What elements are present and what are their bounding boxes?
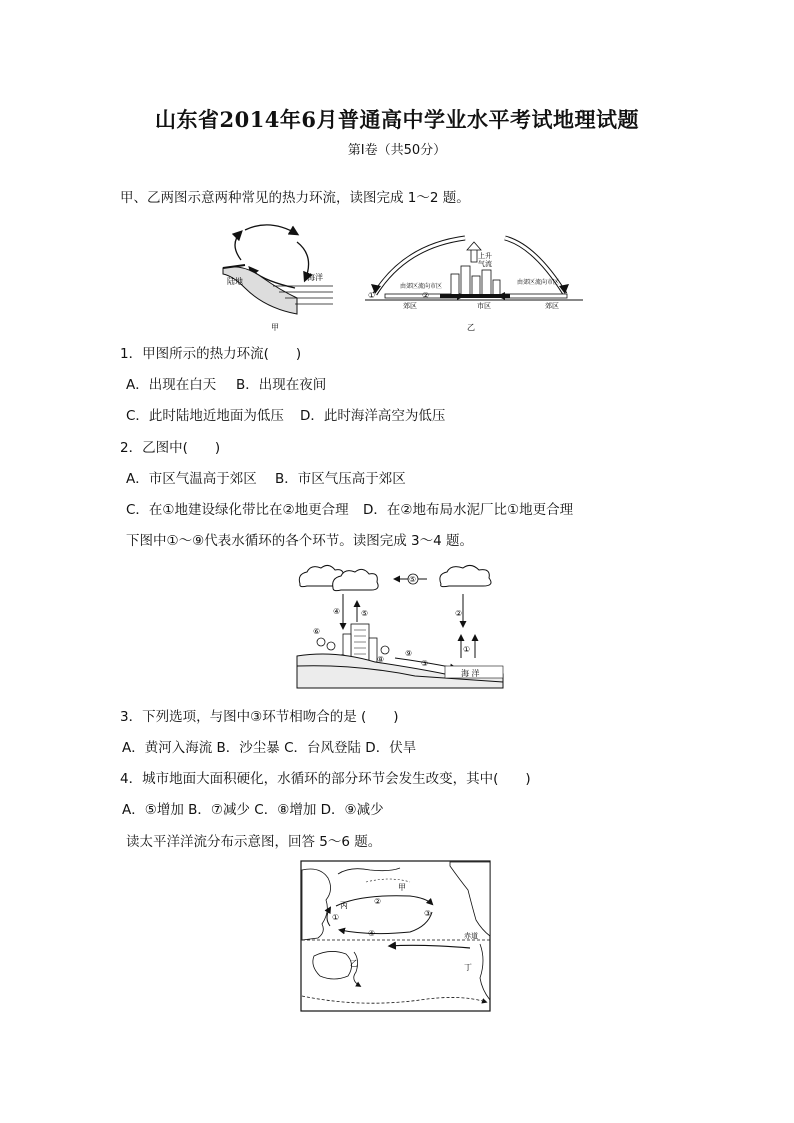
label-ding: 丁 bbox=[464, 963, 472, 972]
label-4: ④ bbox=[368, 929, 376, 938]
caption-yi: 乙 bbox=[467, 323, 475, 332]
label-5: ⑤ bbox=[361, 609, 369, 618]
right-surface-flow bbox=[505, 294, 567, 298]
building bbox=[461, 266, 470, 296]
figure-jia bbox=[223, 225, 333, 332]
land-shape bbox=[223, 267, 297, 314]
label-ocean: 海洋 bbox=[307, 273, 323, 282]
city-building bbox=[351, 624, 369, 662]
label-suburb-left: 郊区 bbox=[403, 302, 417, 310]
intro-q5-6: 读太平洋洋流分布示意图，回答 5～6 题。 bbox=[126, 834, 382, 850]
label-right-flow: 由郊区流向市区 bbox=[517, 279, 560, 286]
label-jia: 甲 bbox=[398, 883, 406, 892]
q1-stem: 1．甲图所示的热力环流( ) bbox=[120, 346, 302, 362]
label-suburb-right: 郊区 bbox=[545, 302, 559, 310]
q2-optB: B．市区气压高于郊区 bbox=[275, 471, 406, 487]
label-left-flow: 由郊区流向市区 bbox=[400, 283, 443, 290]
label-sea: 海 洋 bbox=[461, 669, 480, 678]
building bbox=[493, 280, 500, 296]
building bbox=[472, 276, 480, 296]
label-5-top: ⑤ bbox=[409, 575, 417, 584]
cloud-left bbox=[299, 565, 378, 590]
q1-optD: D．此时海洋高空为低压 bbox=[300, 408, 446, 424]
label-4: ④ bbox=[333, 607, 341, 616]
label-1: ① bbox=[332, 913, 340, 922]
q1-optB: B．出现在夜间 bbox=[236, 377, 327, 393]
marker-1: ① bbox=[368, 291, 376, 300]
q2-optD: D．在②地布局水泥厂比①地更合理 bbox=[363, 502, 574, 518]
australia bbox=[313, 951, 352, 979]
q2-stem: 2．乙图中( ) bbox=[120, 440, 221, 456]
label-9: ⑨ bbox=[405, 649, 413, 658]
caption-jia: 甲 bbox=[271, 323, 279, 332]
q3-options: A．黄河入海流 B．沙尘暴 C．台风登陆 D．伏旱 bbox=[122, 740, 417, 756]
figure-thermal-circulation bbox=[215, 218, 590, 336]
label-airflow: 气流 bbox=[478, 260, 492, 268]
cloud-right bbox=[440, 565, 491, 586]
figure-pacific-currents bbox=[300, 860, 492, 1012]
label-6: ⑥ bbox=[313, 627, 321, 636]
circulation-arrow-left bbox=[235, 232, 241, 260]
q4-options: A．⑤增加 B．⑦减少 C．⑧增加 D．⑨减少 bbox=[122, 802, 384, 818]
label-3: ③ bbox=[424, 909, 432, 918]
intro-q1-2: 甲、乙两图示意两种常见的热力环流，读图完成 1～2 题。 bbox=[120, 190, 470, 206]
label-bing: 丙 bbox=[340, 901, 348, 910]
label-yi: 乙 bbox=[350, 959, 358, 968]
q2-optA: A．市区气温高于郊区 bbox=[126, 471, 257, 487]
label-1: ① bbox=[463, 645, 471, 654]
figure-water-cycle bbox=[295, 562, 505, 692]
q3-stem: 3．下列选项，与图中③环节相吻合的是 ( ) bbox=[120, 709, 399, 725]
intro-q3-4: 下图中①～⑨代表水循环的各个环节。读图完成 3～4 题。 bbox=[126, 533, 473, 549]
label-city: 市区 bbox=[477, 302, 491, 310]
label-2: ② bbox=[374, 897, 382, 906]
page-subtitle: 第Ⅰ卷（共50分） bbox=[347, 143, 447, 158]
q2-optC: C．在①地建设绿化带比在②地更合理 bbox=[126, 502, 349, 518]
marker-2: ② bbox=[422, 291, 430, 300]
label-land: 陆地 bbox=[227, 277, 243, 286]
label-equator: 赤道 bbox=[464, 932, 478, 940]
q1-optC: C．此时陆地近地面为低压 bbox=[126, 408, 284, 424]
circulation-arrow-top bbox=[245, 225, 297, 234]
label-2: ② bbox=[455, 609, 463, 618]
page-title: 山东省2014年6月普通高中学业水平考试地理试题 bbox=[154, 107, 640, 132]
label-8: ⑧ bbox=[377, 655, 385, 664]
label-rise: 上升 bbox=[478, 252, 492, 260]
building bbox=[482, 270, 491, 296]
figure-yi bbox=[365, 238, 583, 332]
q4-stem: 4．城市地面大面积硬化，水循环的部分环节会发生改变，其中( ) bbox=[120, 771, 531, 787]
label-3: ③ bbox=[421, 659, 429, 668]
building bbox=[451, 274, 459, 296]
q1-optA: A．出现在白天 bbox=[126, 377, 217, 393]
